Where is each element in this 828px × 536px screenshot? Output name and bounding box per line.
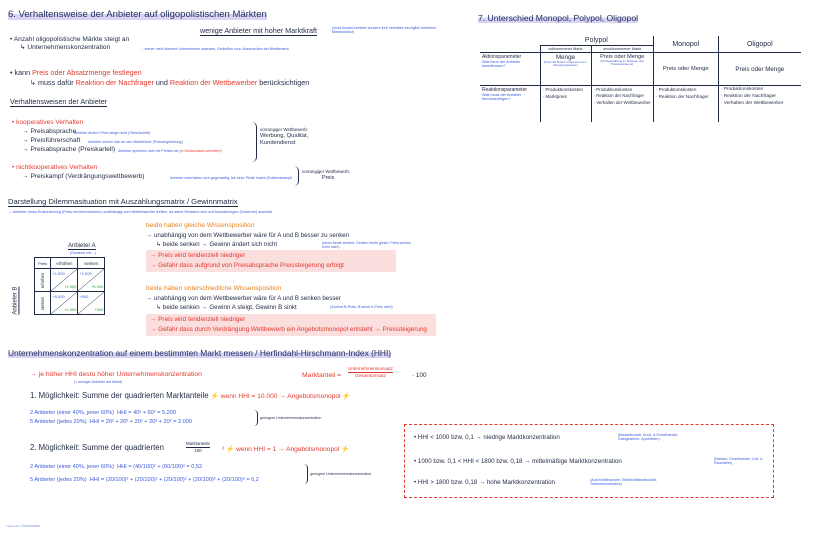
coop-brace	[252, 122, 257, 162]
cell-reaction-unvollk: · Produktionskosten · Reaktion der Nachfrager · Verhalten der Wettbewerber	[591, 86, 653, 123]
oligopoly-definition: wenige Anbieter mit hoher Marktkraft	[200, 26, 318, 35]
method1-brace	[254, 410, 258, 426]
behaviour-heading: Verhaltensweisen der Anbieter	[10, 97, 108, 106]
oligopoly-definition-note: (nicht Anzahl Anbieter sondern ihre Verhalten bezüglich bestimmt Marktstruktur)	[332, 26, 436, 35]
noncoop-item: → Preiskampf (Verdrängungswettbewerb)	[22, 173, 145, 180]
method2-brace	[304, 464, 308, 484]
row-reaction-params: Reaktionsparameter Was muss der Anbieter berücksichtigen?	[480, 86, 540, 123]
level-high-note: (Automobilbranche, Elektrizitätswirtschaft, Telekommunikation)	[590, 478, 657, 487]
noncooperative-heading: • nichtkooperatives Verhalten	[12, 164, 98, 171]
case1-line2-note: (wenn beide senken: Gewinn bleibt gleich; Preis senken lohnt nicht)	[322, 241, 412, 250]
level-high: • HHI > 1800 bzw. 0,18 → hohe Marktkonzentration	[414, 479, 555, 486]
noncoop-note: Anbieter unterbieten sich gegenseitig, bis einer Pleite macht (Existenzkampf)	[170, 176, 293, 180]
case1-result2: → Gefahr dass aufgrund von Preisabsprache Preissteigerung erfolgt	[150, 262, 344, 269]
matrix-cell: +1.000 +5.000	[78, 269, 105, 292]
method1-example-a: 2 Anbieter (einer 40%, jener 60%) HHI = 40² + 60² = 5.200	[30, 410, 177, 416]
case2-line2: ↳ beide senken → Gewinn A steigt, Gewinn B sinkt	[156, 304, 297, 311]
table-corner	[480, 36, 540, 46]
coop-item-2: → Preisführerschaft	[22, 137, 81, 144]
matrix-row-lower: senken	[35, 292, 51, 315]
case2-line1: → unabhängig von dem Wettbewerber wäre für A und B senken besser	[146, 295, 341, 302]
matrix-grid	[34, 257, 105, 315]
method1-example-b: 5 Anbieter (jedes 20%) HHI = 20² + 20² + 20² + 20² + 20² = 2.000	[30, 419, 193, 425]
market-share-formula: Marktanteil =	[302, 372, 342, 379]
method2-example-b: 5 Anbieter (jedes 20%) HHI = (20/100)² + (20/100)² + (20/100)² + (20/100)² + (20/100)² = 0,2	[30, 477, 259, 483]
method-1: 1. Möglichkeit: Summe der quadrierten Marktanteile ⚡ wenn HHI = 10.000 → Angebotsmonopol ⚡	[30, 391, 351, 400]
header-monopol: Monopol	[653, 36, 718, 53]
bullet-market-count: • Anzahl oligopolistische Märkte steigt an	[10, 36, 130, 43]
payoff-matrix	[12, 235, 140, 345]
case-equal-info: beide haben gleiche Wissensposition	[146, 222, 255, 229]
bullet-price-quantity: • kann Preis oder Absatzmenge festlegen	[10, 68, 142, 77]
case2-result1: → Preis wird tendenziell niedriger	[150, 316, 246, 323]
cell-action-monopol: Preis oder Menge	[653, 53, 718, 86]
section-6-title: 6. Verhaltensweise der Anbieter auf oligopolistischen Märkten	[8, 9, 267, 20]
sub-complete-market: vollkommener Markt	[540, 46, 591, 53]
dilemma-title: Darstellung Dilemmasituation mit Auszahlungsmatrix / Gewinnmatrix	[8, 197, 238, 206]
method-2: 2. Möglichkeit: Summe der quadrierten	[30, 443, 164, 452]
concentration-note: → immer mehr kleinere Unternehmen wachsen, Schließen bzw. Ausscheiden bei Wettbewerb	[140, 47, 289, 51]
coop-item-3: → Preisabsprache (Preiskartell)	[22, 146, 116, 153]
dilemma-intro: → Anbieter muss Entscheidung (Preis erhöhen/senken) unabhängig vom Wettbewerber treffen, da seine Reaktion sich auf Auszahlungen (Gewinne) auswirkt	[8, 210, 273, 214]
goodnotes-watermark: made with Goodnotes	[6, 523, 41, 528]
cell-action-oligopol: Preis oder Menge	[718, 53, 801, 86]
matrix-col-raise: erhöhen	[51, 258, 78, 269]
case-different-info: beide haben unterschiedliche Wissensposition	[146, 285, 282, 292]
matrix-cell: +500 +500	[78, 292, 105, 315]
hhi-title: Unternehmenskonzentration auf einem bestimmten Markt messen / Herfindahl-Hirschmann-Index (HHI)	[8, 348, 392, 358]
level-low-note: (Bauwirtschaft, Groß- & Einzelhandel, Gastgewerbe, Apotheken)	[618, 433, 679, 442]
coop-item-1-note: Anbieter ändern Preis lange nicht (Gleichschritt)	[74, 131, 151, 135]
bullet-concentration: ↳ Unternehmenskonzentration	[20, 44, 111, 51]
level-medium: • 1000 bzw. 0,1 < HHI < 1800 bzw. 0,18 → mittelmäßige Marktkonzentration	[414, 458, 622, 465]
market-share-fraction: Unternehmensumsatz Gesamtumsatz	[348, 366, 393, 378]
matrix-player-a: Anbieter A	[68, 243, 96, 249]
matrix-col-lower: senken	[78, 258, 105, 269]
case2-result2: → Gefahr dass durch Verdrängung Wettbewerb ein Angebotsmonopol entsteht → Preissteigerung	[150, 326, 427, 333]
cooperative-heading: • kooperatives Verhalten	[12, 119, 84, 126]
coop-item-2-note: Anbieter ziehen sich an den Marktführer (Preisangleichung)	[88, 140, 183, 144]
cell-reaction-monopol: · Produktionskosten · Reaktion der Nachfrager	[653, 86, 718, 123]
cell-action-vollk: Menge (Preis als Datum hingenommen / Mengenanpasser)	[540, 53, 591, 86]
cell-action-unvollk: Preis oder Menge (Preisgestaltung im Rahmen des Preisspielraums)	[591, 53, 653, 86]
matrix-cell: +1.000 +1.000	[51, 269, 78, 292]
section-7-title: 7. Unterschied Monopol, Polypol, Oligopol	[478, 13, 639, 23]
method2-condition: ² ⚡ wenn HHI = 1 → Angebotsmonopol ⚡	[222, 446, 350, 453]
case1-line2: ↳ beide senken → Gewinn ändert sich nicht	[156, 241, 278, 248]
header-oligopol: Oligopol	[718, 36, 801, 53]
header-polypol: Polypol	[584, 37, 608, 44]
noncoop-brace	[294, 166, 299, 186]
matrix-cell: +5.000 +1.000	[51, 292, 78, 315]
method2-fraction: Marktanteile 100	[186, 441, 210, 453]
level-low: • HHI < 1000 bzw. 0,1 → niedrige Marktkonzentration	[414, 434, 560, 441]
level-medium-note: (Banken, Einzelhandel, Luft- & Raumfahrt)	[714, 457, 763, 466]
coop-item-1: → Preisabsprache	[22, 128, 77, 135]
coop-brace-note: vorrangiger Wettbewerb: Werbung, Qualität, Kundendienst	[260, 127, 309, 146]
case1-line1: → unabhängig von dem Wettbewerber wäre für A und B besser zu senken	[146, 232, 350, 239]
coop-item-3-note: Anbieter sprechen sich mit Preisen ab (in Deutschland verboten!)	[118, 149, 222, 153]
row-action-params: Aktionsparameter Was kann der Anbieter beeinflussen?	[480, 53, 540, 86]
matrix-row-raise: erhöhen	[35, 269, 51, 292]
method2-example-a: 2 Anbieter (einer 40%, jener 60%) HHI = (40/100)² + (60/100)² = 0,52	[30, 464, 203, 470]
sub-incomplete-market: unvollkommener Markt	[591, 46, 653, 53]
method1-note: geringere Unternehmenskonzentration	[260, 416, 322, 420]
case2-line2-note: (A kennt B-Preis; B kennt A-Preis nicht)	[330, 305, 393, 309]
noncoop-brace-note: vorrangiger Wettbewerb: Preis	[302, 169, 350, 181]
matrix-player-b: Anbieter B	[12, 286, 19, 315]
hhi-rule-note: (= weniger Anbieter auf Markt)	[74, 380, 123, 384]
market-forms-table	[480, 36, 801, 122]
method2-note: geringere Unternehmenskonzentration	[310, 472, 372, 476]
hhi-rule: → je höher HHI desto höher Unternehmenskonzentration	[30, 371, 202, 378]
market-share-mult: · 100	[412, 372, 427, 379]
case1-result1: → Preis wird tendenziell niedriger	[150, 252, 246, 259]
cell-reaction-oligopol: · Produktionskosten · Reaktion der Nachfrager · Verhalten der Wettbewerber	[718, 86, 801, 123]
matrix-player-a-sub: (Gewinne mit ...)	[70, 251, 97, 255]
matrix-corner: Preis	[35, 258, 51, 269]
cell-reaction-vollk: · Produktionskosten · Marktpreis	[540, 86, 591, 123]
bullet-reactions: ↳ muss dafür Reaktion der Nachfrager und Reaktion der Wettbewerber berücksichtigen	[30, 78, 310, 87]
table-corner-2	[480, 46, 540, 53]
